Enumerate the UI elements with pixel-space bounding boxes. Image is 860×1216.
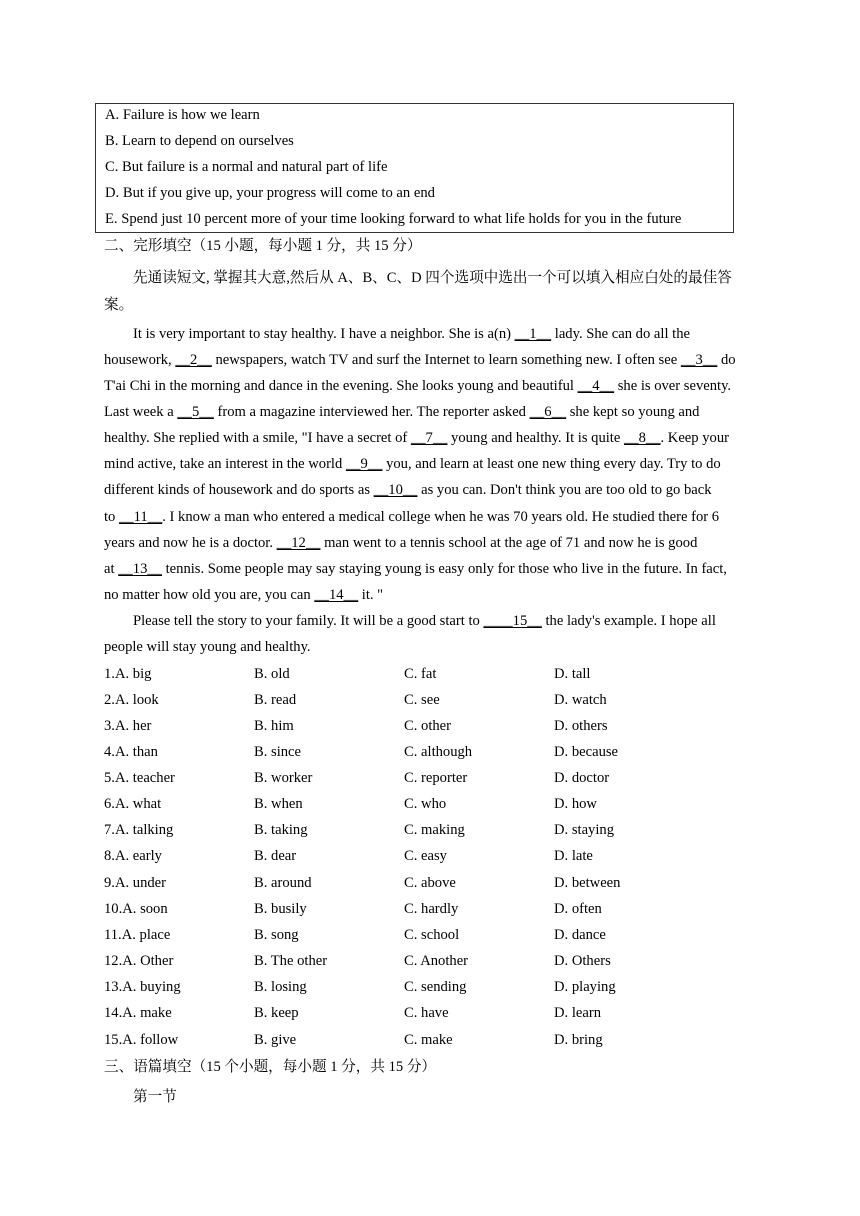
section3-subheading: 第一节	[133, 1089, 177, 1105]
blank-8: __8__	[624, 430, 661, 446]
blank-7: __7__	[410, 430, 448, 446]
section2-heading: 二、完形填空（15 小题，每小题 1 分，共 15 分）	[104, 238, 422, 254]
blank-1: __1__	[514, 326, 552, 342]
passage-line: It is very important to stay healthy. I have a neighbor. She is a(n) __1__ lady. She can do all the	[133, 326, 690, 342]
question-row: 13.A. buying B. losing C. sending D. playing	[104, 979, 616, 995]
blank-12: __12__	[276, 535, 321, 551]
passage-line: mind active, take an interest in the world __9__ you, and learn at least one new thing every day. Try to do	[104, 456, 721, 472]
blank-5: __5__	[177, 404, 214, 420]
passage-line: people will stay young and healthy.	[104, 639, 311, 655]
passage-line: Last week a __5__ from a magazine interviewed her. The reporter asked __6__ she kept so young and	[104, 404, 700, 420]
blank-15: ____15__	[483, 613, 542, 629]
passage-line: Please tell the story to your family. It will be a good start to ____15__ the lady's example. I hope all	[133, 613, 716, 629]
passage-line: to __11__. I know a man who entered a medical college when he was 70 years old. He studied there for 6	[104, 509, 720, 525]
passage-line: no matter how old you are, you can __14__ it. "	[104, 587, 384, 603]
passage-line: T'ai Chi in the morning and dance in the evening. She looks young and beautiful __4__ she is over seventy.	[104, 378, 732, 394]
blank-10: __10__	[373, 482, 418, 498]
blank-4: __4__	[577, 378, 615, 394]
option-a: A. Failure is how we learn	[105, 107, 260, 123]
section3-heading: 三、语篇填空（15 个小题，每小题 1 分，共 15 分）	[104, 1059, 437, 1075]
blank-2: __2__	[175, 352, 212, 368]
option-e: E. Spend just 10 percent more of your time looking forward to what life holds for you in the future	[105, 211, 682, 227]
option-box	[95, 103, 734, 233]
blank-9: __9__	[345, 456, 383, 472]
question-row: 6.A. what B. when C. who D. how	[104, 796, 597, 812]
section2-instruction: 先通读短文, 掌握其大意,然后从 A、B、C、D 四个选项中选出一个可以填入相应白处的最佳答	[133, 270, 732, 286]
blank-3: __3__	[680, 352, 718, 368]
question-row: 11.A. place B. song C. school D. dance	[104, 927, 606, 943]
option-b: B. Learn to depend on ourselves	[105, 133, 294, 149]
section2-instruction-cont: 案。	[104, 297, 134, 313]
question-row: 3.A. her B. him C. other D. others	[104, 718, 608, 734]
option-d: D. But if you give up, your progress will come to an end	[105, 185, 435, 201]
option-c: C. But failure is a normal and natural part of life	[105, 159, 388, 175]
blank-14: __14__	[314, 587, 359, 603]
passage-line: different kinds of housework and do sports as __10__ as you can. Don't think you are too old to go back	[104, 482, 712, 498]
question-row: 7.A. talking B. taking C. making D. staying	[104, 822, 614, 838]
question-row: 1.A. big B. old C. fat D. tall	[104, 666, 591, 682]
question-row: 5.A. teacher B. worker C. reporter D. doctor	[104, 770, 610, 786]
question-row: 8.A. early B. dear C. easy D. late	[104, 848, 593, 864]
blank-13: __13__	[118, 561, 162, 577]
question-row: 10.A. soon B. busily C. hardly D. often	[104, 901, 602, 917]
passage-line: years and now he is a doctor. __12__ man went to a tennis school at the age of 71 and now he is good	[104, 535, 698, 551]
question-row: 14.A. make B. keep C. have D. learn	[104, 1005, 602, 1021]
question-row: 4.A. than B. since C. although D. because	[104, 744, 619, 760]
passage-line: healthy. She replied with a smile, "I have a secret of __7__ young and healthy. It is quite __8__. Keep your	[104, 430, 729, 446]
question-row: 15.A. follow B. give C. make D. bring	[104, 1032, 603, 1048]
blank-6: __6__	[529, 404, 567, 420]
question-row: 2.A. look B. read C. see D. watch	[104, 692, 607, 708]
question-row: 12.A. Other B. The other C. Another D. Others	[104, 953, 611, 969]
passage-line: housework, __2__ newspapers, watch TV and surf the Internet to learn something new. I often see __3__ do	[104, 352, 736, 368]
question-row: 9.A. under B. around C. above D. between	[104, 875, 621, 891]
passage-line: at __13__ tennis. Some people may say staying young is easy only for those who live in the future. In fact,	[104, 561, 727, 577]
blank-11: __11__	[119, 509, 163, 525]
